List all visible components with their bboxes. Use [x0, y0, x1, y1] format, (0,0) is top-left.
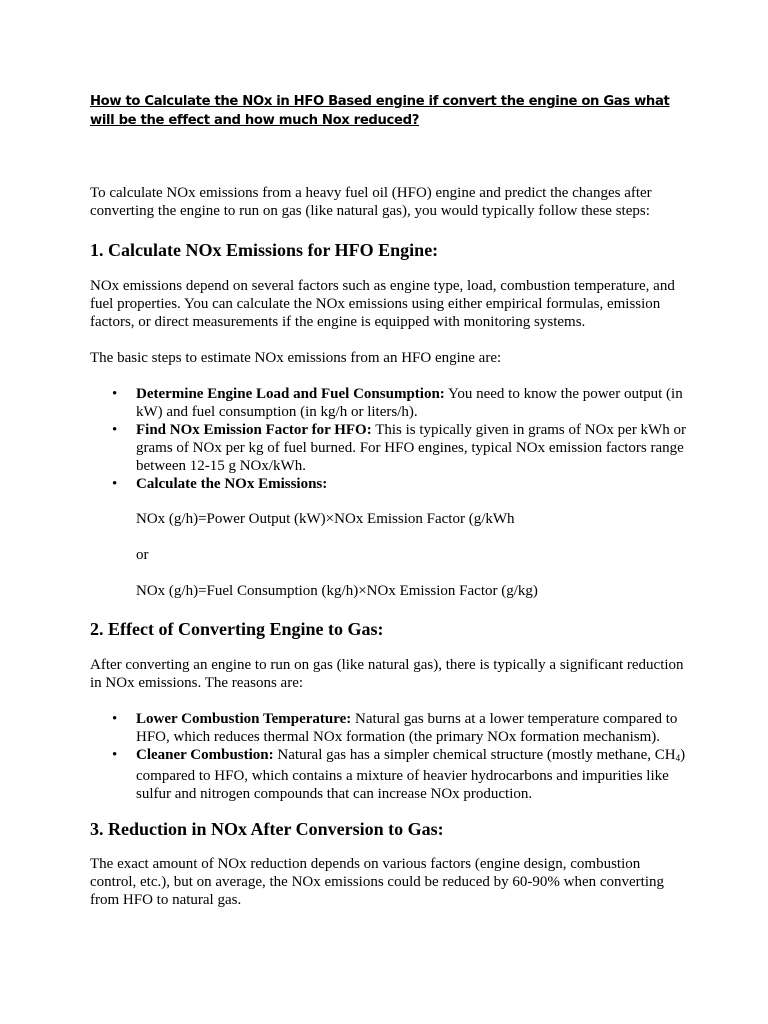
bullet-text: Natural gas has a simpler chemical structure (mostly methane, CH [277, 747, 676, 763]
section-1-bullet-list [90, 385, 690, 493]
bullet-label: Cleaner Combustion: [136, 747, 274, 763]
bullet-text-continued: ) compared to HFO, which contains a mixture of heavier hydrocarbons and impurities like sulfur and nitrogen compounds that can increase NOx production. [136, 747, 686, 802]
bullet-text: Natural gas burns at a lower temperature compared to HFO, which reduces thermal NOx formation (the primary NOx formation mechanism). [136, 711, 678, 745]
bullet-icon: • [112, 386, 118, 402]
section-2-bullet-list [90, 710, 690, 803]
list-item [90, 746, 690, 803]
bullet-text: This is typically given in grams of NOx per kWh or grams of NOx per kg of fuel burned. For HFO engines, typical NOx emission factors range between 12-15 g NOx/kWh. [136, 422, 686, 474]
section-3-heading: 3. Reduction in NOx After Conversion to Gas: [90, 819, 444, 839]
intro-paragraph: To calculate NOx emissions from a heavy fuel oil (HFO) engine and predict the changes after converting the engine to run on gas (like natural gas), you would typically follow these steps: [90, 185, 652, 219]
list-item [90, 475, 690, 493]
bullet-text: You need to know the power output (in kW) and fuel consumption (in kg/h or liters/h). [136, 386, 683, 420]
bullet-label: Calculate the NOx Emissions: [136, 476, 328, 492]
section-2-heading: 2. Effect of Converting Engine to Gas: [90, 619, 384, 639]
section-3-paragraph-1: The exact amount of NOx reduction depends on various factors (engine design, combustion control, etc.), but on average, the NOx emissions could be reduced by 60-90% when converting from HFO to natural gas. [90, 856, 664, 908]
list-item [90, 385, 690, 421]
bullet-icon: • [112, 747, 118, 763]
section-1-paragraph-2: The basic steps to estimate NOx emissions from an HFO engine are: [90, 350, 502, 366]
formula-or: or [136, 547, 149, 563]
list-item [90, 421, 690, 475]
bullet-label: Determine Engine Load and Fuel Consumption: [136, 386, 445, 402]
list-item [90, 710, 690, 746]
formula-fuel-consumption: NOx (g/h)=Fuel Consumption (kg/h)×NOx Emission Factor (g/kg) [136, 583, 538, 599]
bullet-icon: • [112, 711, 118, 727]
subscript-4: 4 [675, 753, 681, 763]
document-title: How to Calculate the NOx in HFO Based engine if convert the engine on Gas what will be the effect and how much Nox reduced? [90, 94, 670, 128]
formula-power-output: NOx (g/h)=Power Output (kW)×NOx Emission Factor (g/kWh [136, 511, 515, 527]
section-1-heading: 1. Calculate NOx Emissions for HFO Engine: [90, 240, 439, 260]
bullet-label: Lower Combustion Temperature: [136, 711, 352, 727]
section-1-paragraph-1: NOx emissions depend on several factors such as engine type, load, combustion temperature, and fuel properties. You can calculate the NOx emissions using either empirical formulas, emission factors, or direct measurements if the engine is equipped with monitoring systems. [90, 278, 675, 330]
bullet-icon: • [112, 422, 118, 438]
bullet-icon: • [112, 476, 118, 492]
section-2-paragraph-1: After converting an engine to run on gas (like natural gas), there is typically a significant reduction in NOx emissions. The reasons are: [90, 657, 684, 691]
bullet-label: Find NOx Emission Factor for HFO: [136, 422, 372, 438]
